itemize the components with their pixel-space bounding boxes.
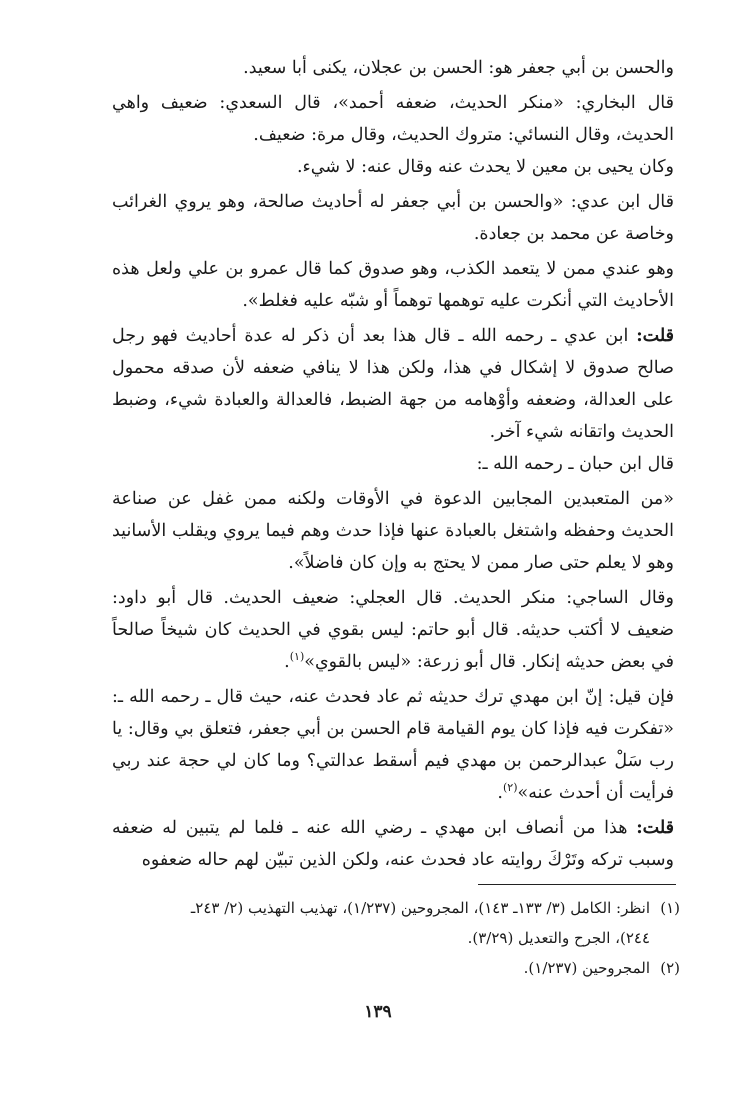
paragraph-2 bbox=[112, 84, 674, 151]
paragraph-1-text: والحسن بن أبي جعفر هو: الحسن بن عجلان، يكنى أبا سعيد. bbox=[243, 58, 674, 78]
footnote-2-text: المجروحين (١/٢٣٧). bbox=[523, 959, 650, 977]
paragraph-4 bbox=[112, 183, 674, 250]
paragraph-2-text: قال البخاري: «منكر الحديث، ضعفه أحمد»، قال السعدي: ضعيف واهي الحديث، وقال النسائي: متروك الحديث، وقال مرة: ضعيف. bbox=[112, 93, 674, 145]
main-text bbox=[112, 52, 674, 876]
paragraph-9-end: . bbox=[284, 652, 290, 672]
paragraph-5 bbox=[112, 250, 674, 317]
paragraph-8 bbox=[112, 480, 674, 579]
footnote-2-number: (٢) bbox=[660, 959, 680, 977]
paragraph-4-text: قال ابن عدي: «والحسن بن أبي جعفر له أحاديث صالحة، وهو يروي الغرائب وخاصة عن محمد بن جعادة. bbox=[112, 192, 674, 244]
paragraph-3-text: وكان يحيى بن معين لا يحدث عنه وقال عنه: لا شيء. bbox=[296, 157, 674, 177]
footnote-1-text: انظر: الكامل (٣/ ١٣٣ـ ١٤٣)، المجروحين (١/٢٣٧)، تهذيب التهذيب (٢/ ٢٤٣ـ bbox=[190, 899, 650, 917]
paragraph-1 bbox=[112, 52, 674, 84]
paragraph-5-text: وهو عندي ممن لا يتعمد الكذب، وهو صدوق كما قال عمرو بن علي ولعل هذه الأحاديث التي أنكرت عليه توهمها توهماً أو شبّه عليه فغلط». bbox=[112, 259, 674, 311]
footnote-1-cont-text: ٢٤٤)، الجرح والتعديل (٣/٢٩). bbox=[467, 929, 650, 947]
paragraph-7-text: قال ابن حبان ـ رحمه الله ـ: bbox=[476, 454, 674, 474]
footnote-2 bbox=[112, 953, 680, 983]
paragraph-3 bbox=[112, 151, 674, 183]
footnote-divider bbox=[478, 884, 676, 885]
paragraph-6-text: ابن عدي ـ رحمه الله ـ قال هذا بعد أن ذكر له عدة أحاديث فهو رجل صالح صدوق لا إشكال في هذا، ولكن هذا لا ينافي ضعفه لأن صدقه محمول على العدالة، وضعفه وأوْهامه من جهة الضبط، فالعدالة والعبادة شيء، وضبط الحديث واتقانه شيء آخر. bbox=[112, 326, 674, 442]
footnote-1-continuation bbox=[112, 923, 680, 953]
paragraph-6 bbox=[112, 317, 674, 448]
footnotes bbox=[112, 893, 680, 983]
footnote-1 bbox=[112, 893, 680, 923]
paragraph-10-end: . bbox=[497, 783, 503, 803]
paragraph-9-text: وقال الساجي: منكر الحديث. قال العجلي: ضعيف الحديث. قال أبو داود: ضعيف لا أكتب حديثه. قال أبو حاتم: ليس بقوي في الحديث كان شيخاً صالحاً في بعض حديثه إنكار. قال أبو زرعة: «ليس بالقوي» bbox=[112, 588, 674, 672]
paragraph-7 bbox=[112, 448, 674, 480]
paragraph-10 bbox=[112, 678, 674, 809]
footnote-1-number: (١) bbox=[660, 899, 680, 917]
footnote-ref-1[interactable]: (١) bbox=[289, 650, 305, 664]
paragraph-11 bbox=[112, 809, 674, 876]
paragraph-8-text: «من المتعبدين المجابين الدعوة في الأوقات ولكنه ممن غفل عن صناعة الحديث وحفظه واشتغل بالعبادة عنها فإذا حدث وهم فيما يروي ويقلب الأسانيد وهو لا يعلم حتى صار ممن لا يحتج به وإن كان فاضلاً». bbox=[112, 489, 674, 573]
qultu-label: قلت: bbox=[636, 326, 674, 346]
page-number: ١٣٩ bbox=[364, 1002, 392, 1022]
paragraph-10-text: فإن قيل: إنّ ابن مهدي ترك حديثه ثم عاد فحدث عنه، حيث قال ـ رحمه الله ـ: «تفكرت فيه فإذا كان يوم القيامة قام الحسن بن أبي جعفر، فتعلق بي وقال: يا رب سَلْ عبدالرحمن بن مهدي فيم أسقط عدالتي؟ وما كان لي حجة عند ربي فرأيت أن أحدث عنه» bbox=[112, 687, 674, 803]
paragraph-11-text: هذا من أنصاف ابن مهدي ـ رضي الله عنه ـ فلما لم يتبين له ضعفه وسبب تركه وتَرْكَ روايته عاد فحدث عنه، ولكن الذين تبيّن لهم حاله ضعفوه bbox=[112, 818, 674, 870]
qultu-label: قلت: bbox=[636, 818, 674, 838]
paragraph-9 bbox=[112, 579, 674, 678]
footnote-ref-2[interactable]: (٢) bbox=[502, 781, 518, 795]
